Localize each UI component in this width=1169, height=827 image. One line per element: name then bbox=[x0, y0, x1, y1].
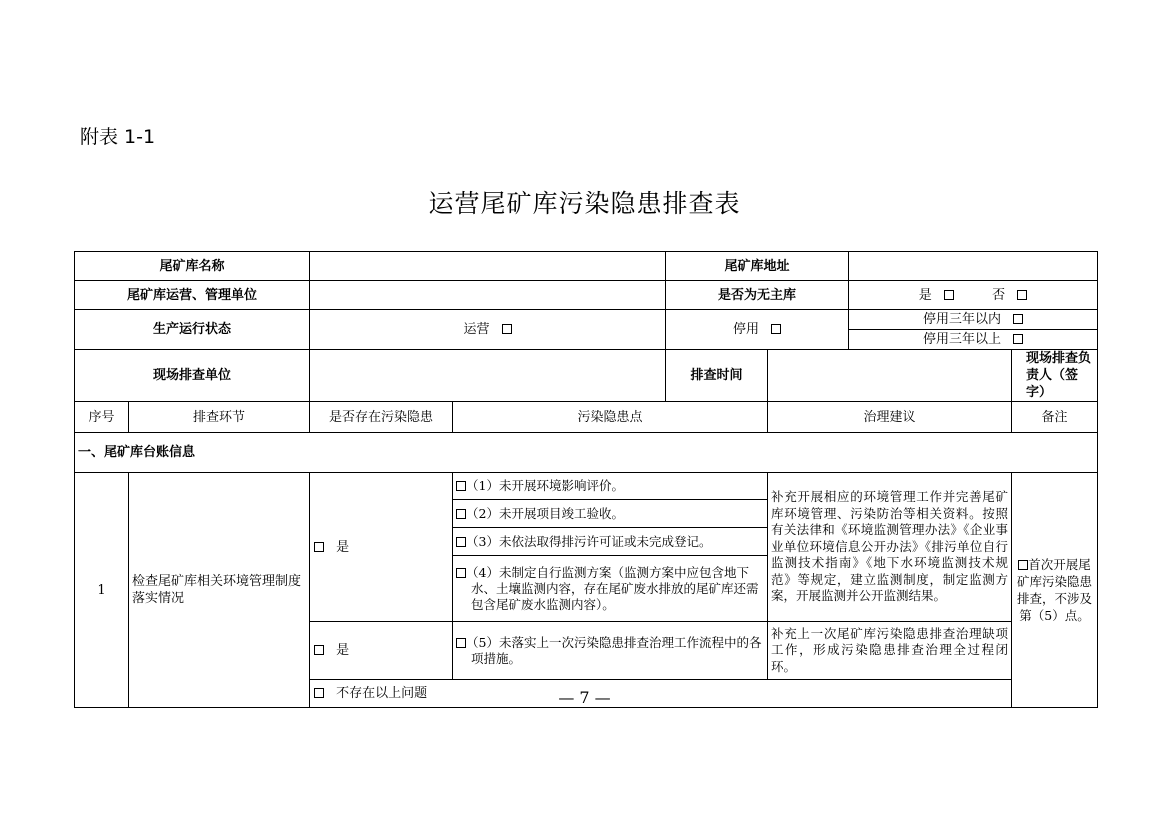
section-title: 一、尾矿库台账信息 bbox=[75, 433, 1098, 473]
stopped-label: 停用 bbox=[732, 322, 759, 337]
stop-within-3-checkbox[interactable] bbox=[1013, 314, 1023, 324]
page-title: 运营尾矿库污染隐患排查表 bbox=[428, 189, 741, 218]
issue-4-checkbox[interactable] bbox=[456, 568, 466, 578]
issue-1-checkbox[interactable] bbox=[456, 481, 466, 491]
issue-2-cell bbox=[453, 500, 768, 528]
status-stopped-cell bbox=[666, 310, 849, 350]
issue-5-cell bbox=[453, 622, 768, 680]
issue-4-cell bbox=[453, 556, 768, 622]
issue-3-cell bbox=[453, 528, 768, 556]
note-text: 首次开展尾矿库污染隐患排查，不涉及第（5）点。 bbox=[1017, 557, 1093, 623]
item-row-1 bbox=[75, 473, 1098, 500]
issue-1-text: （1）未开展环境影响评价。 bbox=[466, 478, 624, 493]
issue-4-text: （4）未制定自行监测方案（监测方案中应包含地下水、土壤监测内容，存在尾矿废水排放的尾矿库还需包含尾矿废水监测内容）。 bbox=[466, 564, 759, 612]
ownerless-options bbox=[849, 281, 1098, 310]
ownerless-yes-label: 是 bbox=[918, 287, 932, 303]
col-header-num: 序号 bbox=[75, 402, 129, 433]
stop-over-3-checkbox[interactable] bbox=[1013, 334, 1023, 344]
issue-2-checkbox[interactable] bbox=[456, 509, 466, 519]
stopped-checkbox[interactable] bbox=[771, 324, 781, 334]
hazard-yes-label-2: 是 bbox=[336, 643, 350, 658]
advice-2: 补充上一次尾矿库污染隐患排查治理缺项工作，形成污染隐患排查治理全过程闭环。 bbox=[768, 622, 1012, 680]
operator-label: 尾矿库运营、管理单位 bbox=[75, 281, 310, 310]
info-row-name bbox=[75, 252, 1098, 281]
hazard-yes-checkbox-2[interactable] bbox=[314, 645, 324, 655]
operator-value-cell[interactable] bbox=[310, 281, 666, 310]
issue-3-checkbox[interactable] bbox=[456, 537, 466, 547]
item-number: 1 bbox=[75, 473, 129, 708]
section-row bbox=[75, 433, 1098, 473]
issue-2-text: （2）未开展项目竣工验收。 bbox=[466, 505, 624, 521]
operating-label: 运营 bbox=[463, 322, 490, 337]
hazard-yes-cell-1 bbox=[310, 473, 453, 622]
stop-over-3-cell bbox=[849, 330, 1098, 350]
info-row-inspection bbox=[75, 350, 1098, 402]
col-header-hazard-point: 污染隐患点 bbox=[453, 402, 768, 433]
issue-5-checkbox[interactable] bbox=[456, 638, 466, 648]
column-header-row bbox=[75, 402, 1098, 433]
col-header-advice: 治理建议 bbox=[768, 402, 1012, 433]
inspection-table bbox=[74, 251, 1098, 708]
advice-1: 补充开展相应的环境管理工作并完善尾矿库环境管理、污染防治等相关资料。按照有关法律和《环境监测管理办法》《企业事业单位环境信息公开办法》《排污单位自行监测技术指南》《地下水环境监测技术规范》等规定，建立监测制度，制定监测方案，开展监测并公开监测结果。 bbox=[768, 473, 1012, 622]
inspect-time-label: 排查时间 bbox=[666, 350, 768, 402]
appendix-label: 附表 1-1 bbox=[80, 126, 156, 148]
ownerless-no-checkbox[interactable] bbox=[1017, 290, 1027, 300]
hazard-yes-label-1: 是 bbox=[336, 539, 350, 555]
note-cell bbox=[1012, 473, 1098, 708]
issue-3-text: （3）未依法取得排污许可证或未完成登记。 bbox=[466, 533, 712, 549]
responsible-label: 现场排查负责人（签字） bbox=[1012, 350, 1098, 402]
ownerless-yes-checkbox[interactable] bbox=[944, 290, 954, 300]
stop-within-3-cell bbox=[849, 310, 1098, 330]
inspect-unit-value-cell[interactable] bbox=[310, 350, 666, 402]
issue-1-cell bbox=[453, 473, 768, 500]
issue-5-text: （5）未落实上一次污染隐患排查治理工作流程中的各项措施。 bbox=[466, 634, 762, 666]
status-operating-cell bbox=[310, 310, 666, 350]
inspect-unit-label: 现场排查单位 bbox=[75, 350, 310, 402]
address-label: 尾矿库地址 bbox=[666, 252, 849, 281]
no-issue-label: 不存在以上问题 bbox=[336, 686, 428, 701]
stop-over-3-label: 停用三年以上 bbox=[922, 332, 1001, 347]
name-value-cell[interactable] bbox=[310, 252, 666, 281]
status-label: 生产运行状态 bbox=[75, 310, 310, 350]
hazard-yes-cell-2 bbox=[310, 622, 453, 680]
col-header-note: 备注 bbox=[1012, 402, 1098, 433]
ownerless-label: 是否为无主库 bbox=[666, 281, 849, 310]
address-value-cell[interactable] bbox=[849, 252, 1098, 281]
inspect-time-value-cell[interactable] bbox=[768, 350, 1012, 402]
name-label: 尾矿库名称 bbox=[75, 252, 310, 281]
col-header-hazard-exists: 是否存在污染隐患 bbox=[310, 402, 453, 433]
info-row-operator bbox=[75, 281, 1098, 310]
ownerless-no-label: 否 bbox=[992, 287, 1006, 303]
col-header-step: 排查环节 bbox=[129, 402, 310, 433]
item-step: 检查尾矿库相关环境管理制度落实情况 bbox=[129, 473, 310, 708]
stop-within-3-label: 停用三年以内 bbox=[922, 312, 1001, 327]
operating-checkbox[interactable] bbox=[502, 324, 512, 334]
info-row-status bbox=[75, 310, 1098, 330]
page-number: — 7 — bbox=[558, 688, 611, 707]
note-checkbox[interactable] bbox=[1018, 560, 1028, 570]
hazard-yes-checkbox-1[interactable] bbox=[314, 542, 324, 552]
